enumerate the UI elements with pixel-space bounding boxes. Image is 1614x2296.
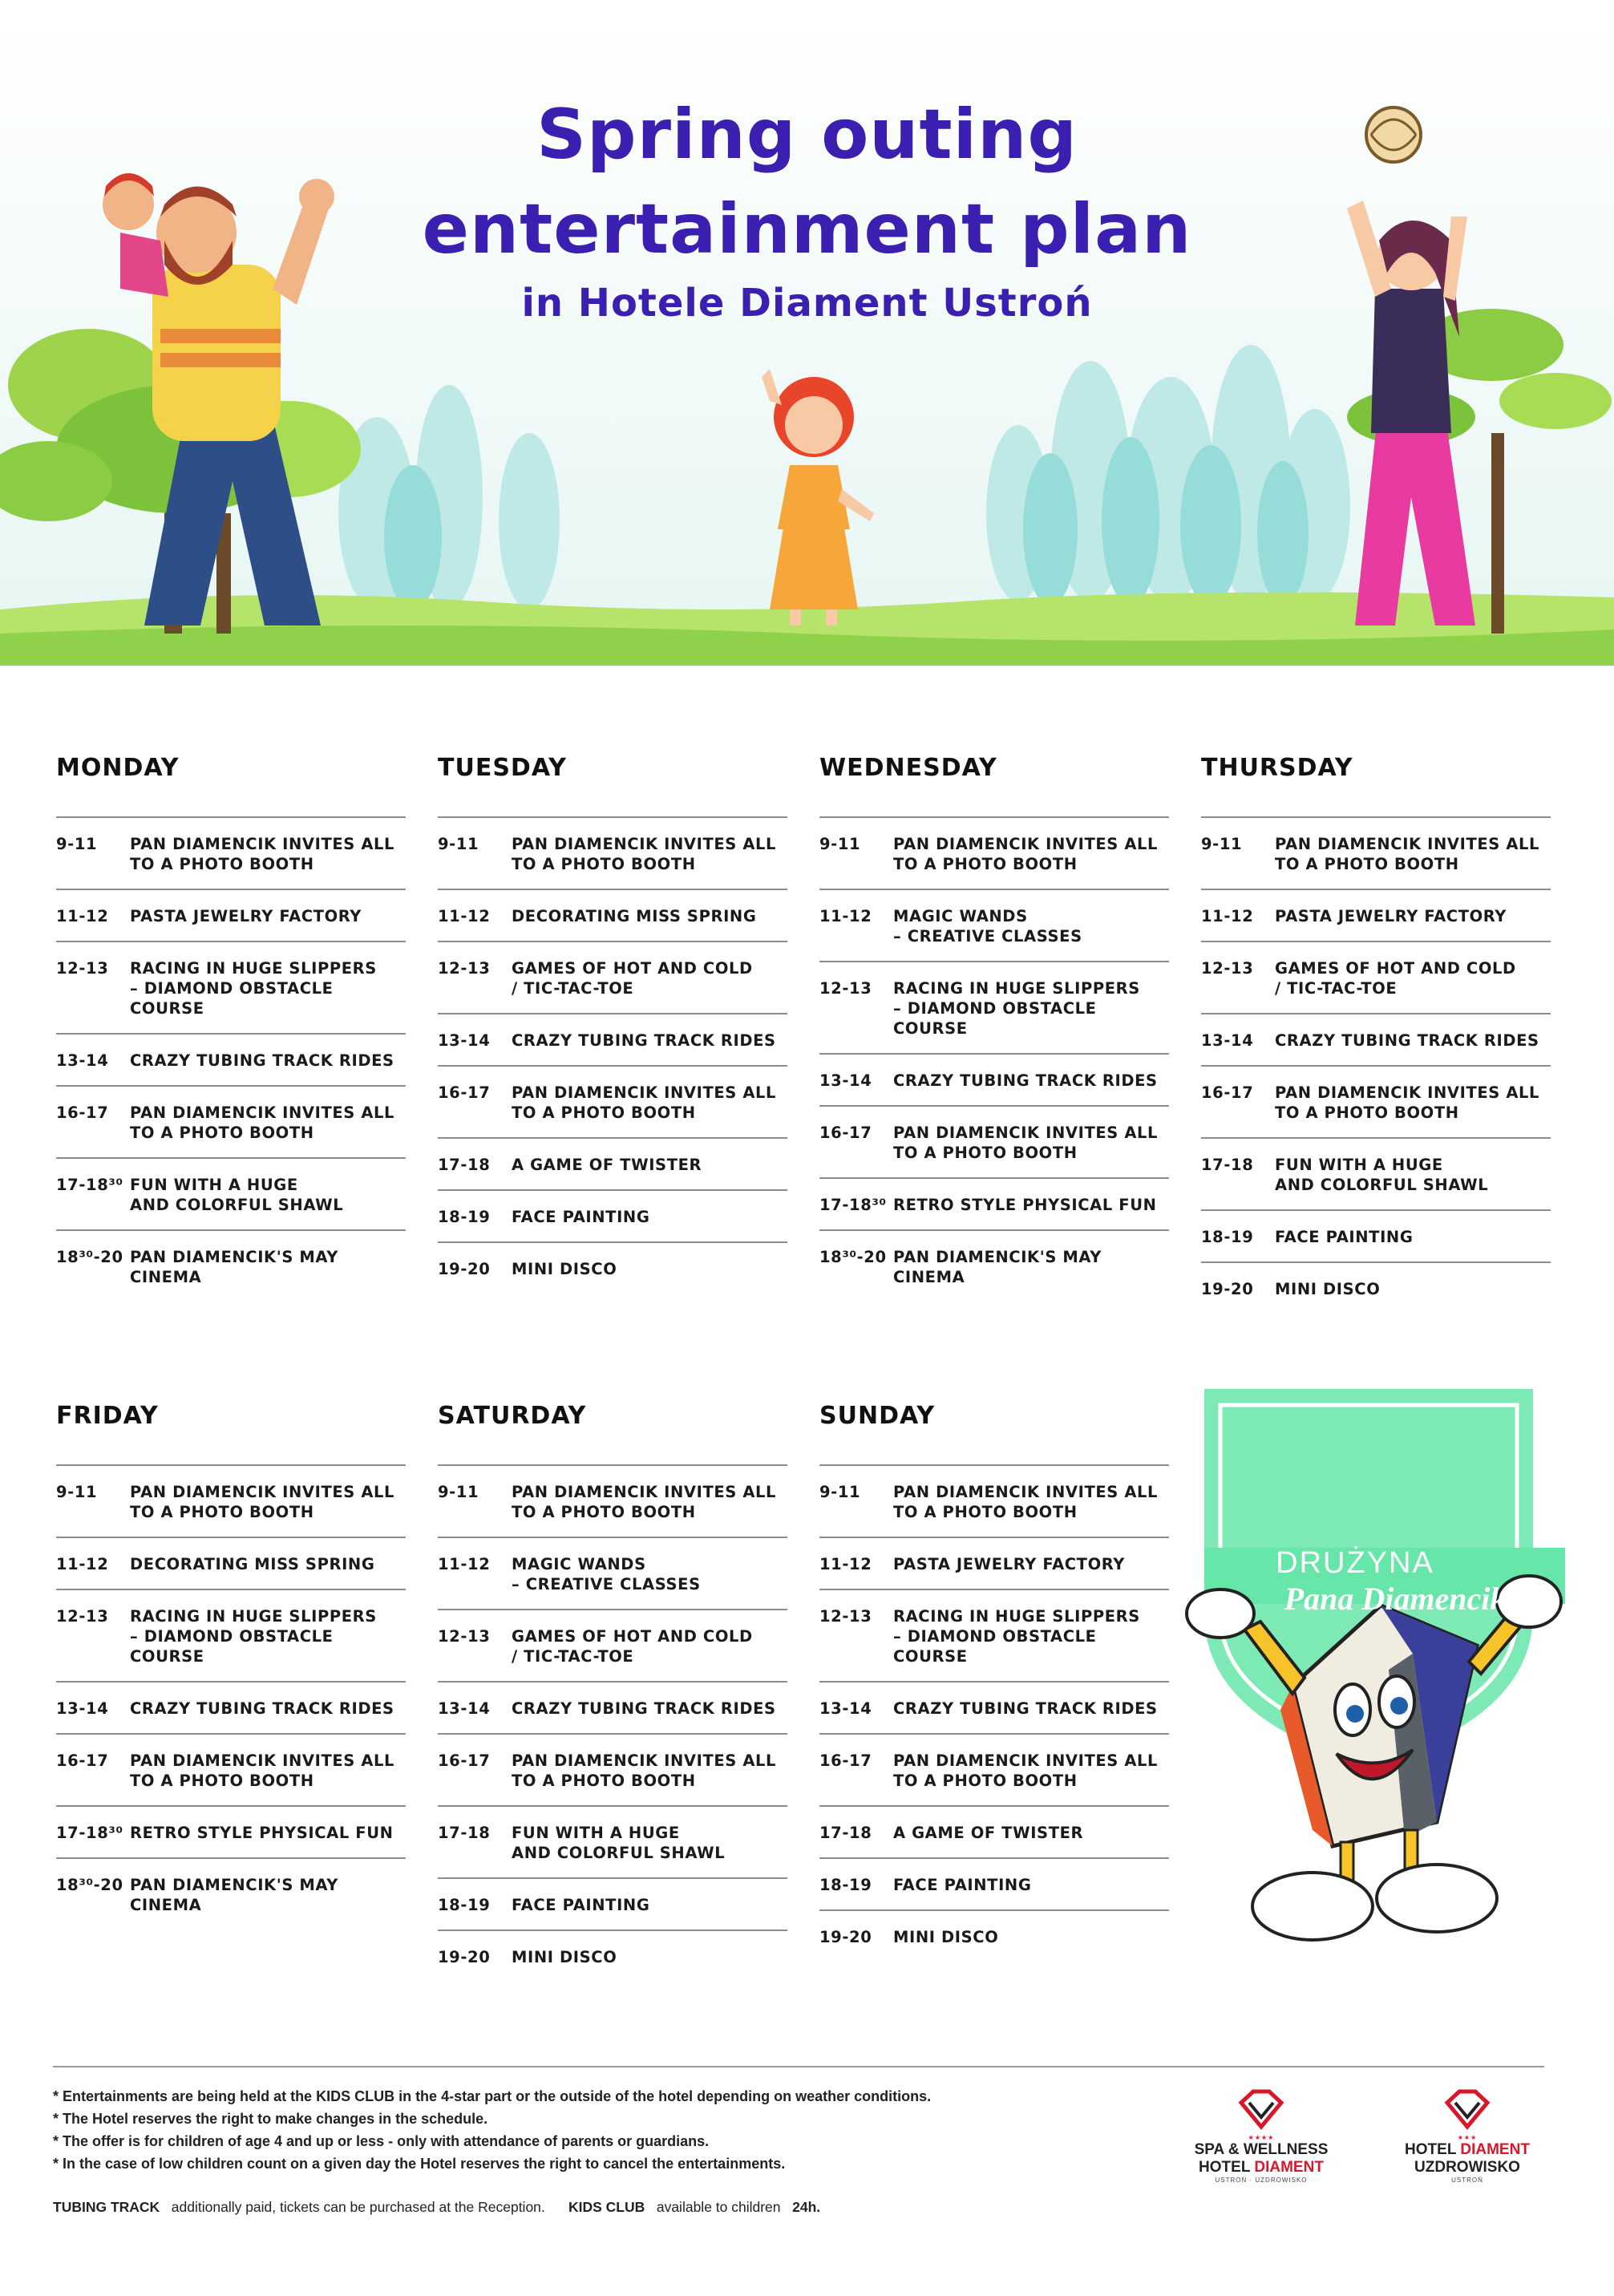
schedule-row — [819, 818, 1169, 890]
schedule-list — [56, 816, 406, 1302]
activity-name: PAN DIAMENCIK INVITES ALL TO A PHOTO BOOTH — [1275, 1083, 1540, 1122]
day-name: THURSDAY — [1201, 754, 1353, 782]
activity-name: MINI DISCO — [893, 1928, 999, 1946]
activity-name: CRAZY TUBING TRACK RIDES — [893, 1071, 1158, 1090]
day-name: WEDNESDAY — [819, 754, 997, 782]
day-name: FRIDAY — [56, 1402, 159, 1430]
time-slot: 16-17 — [819, 1124, 872, 1142]
time-slot: 18-19 — [819, 1876, 872, 1894]
activity-name: PAN DIAMENCIK'S MAY CINEMA — [130, 1876, 338, 1914]
schedule-row — [438, 1191, 787, 1243]
time-slot: 12-13 — [438, 959, 491, 978]
time-slot: 17-18 — [1201, 1156, 1254, 1174]
time-slot: 18³⁰-20 — [56, 1876, 123, 1894]
activity-name: FACE PAINTING — [512, 1896, 650, 1914]
activity-name: DECORATING MISS SPRING — [130, 1555, 375, 1573]
logo-brand: DIAMENT — [1460, 2141, 1530, 2158]
time-slot: 16-17 — [438, 1751, 491, 1770]
schedule-row — [1201, 890, 1551, 942]
day-sunday — [819, 1400, 1169, 1962]
activity-name: FACE PAINTING — [1275, 1228, 1414, 1246]
schedule-row — [438, 818, 787, 890]
time-slot: 17-18³⁰ — [56, 1824, 123, 1842]
time-slot: 12-13 — [819, 1607, 872, 1626]
time-slot: 13-14 — [438, 1699, 491, 1718]
time-slot: 12-13 — [56, 1607, 109, 1626]
time-slot: 11-12 — [819, 907, 872, 925]
schedule-row — [819, 890, 1169, 962]
time-slot: 17-18 — [438, 1156, 491, 1174]
activity-name: A GAME OF TWISTER — [512, 1156, 702, 1174]
activity-name: FUN WITH A HUGE AND COLORFUL SHAWL — [130, 1176, 344, 1214]
info-line — [53, 2199, 820, 2216]
kids-club-text: available to children — [656, 2199, 781, 2215]
logo-hotel-diament-uzdrowisko — [1387, 2088, 1547, 2184]
schedule-row — [56, 1231, 406, 1302]
time-slot: 9-11 — [438, 835, 479, 853]
schedule-row — [819, 1055, 1169, 1107]
day-name: SUNDAY — [819, 1402, 936, 1430]
schedule-list — [1201, 816, 1551, 1314]
day-name: SATURDAY — [438, 1402, 587, 1430]
activity-name: PAN DIAMENCIK INVITES ALL TO A PHOTO BOOTH — [893, 1124, 1159, 1162]
activity-name: GAMES OF HOT AND COLD / TIC-TAC-TOE — [512, 1627, 753, 1666]
activity-name: PAN DIAMENCIK INVITES ALL TO A PHOTO BOOTH — [893, 1483, 1159, 1521]
time-slot: 19-20 — [438, 1260, 491, 1278]
footnotes — [53, 2085, 1095, 2175]
schedule-row — [438, 942, 787, 1014]
time-slot: 13-14 — [438, 1031, 491, 1050]
time-slot: 12-13 — [438, 1627, 491, 1646]
schedule-row — [819, 1590, 1169, 1683]
activity-name: FUN WITH A HUGE AND COLORFUL SHAWL — [512, 1824, 726, 1862]
badge-text-druzyna: DRUŻYNA — [1276, 1546, 1434, 1580]
time-slot: 16-17 — [56, 1103, 109, 1122]
schedule-row — [56, 1035, 406, 1087]
time-slot: 18³⁰-20 — [819, 1248, 887, 1266]
schedule-list — [819, 816, 1169, 1302]
schedule-list — [819, 1464, 1169, 1962]
diamond-logo-icon — [1233, 2088, 1289, 2130]
logo-line: UZDROWISKO — [1414, 2159, 1520, 2176]
time-slot: 13-14 — [56, 1051, 109, 1070]
schedule-row — [56, 890, 406, 942]
schedule-row — [438, 1735, 787, 1807]
day-saturday — [438, 1400, 787, 1982]
time-slot: 12-13 — [819, 979, 872, 998]
time-slot: 11-12 — [438, 1555, 491, 1573]
schedule-row — [438, 1243, 787, 1294]
day-thursday — [1201, 752, 1551, 1314]
title-line-2: entertainment plan — [422, 189, 1192, 269]
schedule-row — [56, 942, 406, 1035]
time-slot: 11-12 — [1201, 907, 1254, 925]
schedule-row — [56, 1159, 406, 1231]
schedule-row — [819, 962, 1169, 1055]
schedule-row — [819, 1859, 1169, 1911]
schedule-row — [56, 1087, 406, 1159]
activity-name: PAN DIAMENCIK INVITES ALL TO A PHOTO BOOTH — [893, 835, 1159, 873]
activity-name: RETRO STYLE PHYSICAL FUN — [130, 1824, 394, 1842]
time-slot: 17-18 — [438, 1824, 491, 1842]
schedule-row — [819, 1735, 1169, 1807]
schedule-list — [438, 816, 787, 1294]
activity-name: CRAZY TUBING TRACK RIDES — [130, 1051, 394, 1070]
activity-name: FUN WITH A HUGE AND COLORFUL SHAWL — [1275, 1156, 1489, 1194]
time-slot: 16-17 — [1201, 1083, 1254, 1102]
schedule-row — [438, 890, 787, 942]
activity-name: PAN DIAMENCIK'S MAY CINEMA — [893, 1248, 1102, 1286]
schedule-row — [438, 1014, 787, 1067]
time-slot: 9-11 — [438, 1483, 479, 1501]
time-slot: 11-12 — [56, 907, 109, 925]
schedule-row — [56, 818, 406, 890]
schedule-row — [819, 1231, 1169, 1302]
activity-name: FACE PAINTING — [893, 1876, 1032, 1894]
schedule-row — [438, 1610, 787, 1683]
time-slot: 9-11 — [56, 835, 98, 853]
day-friday — [56, 1400, 406, 1930]
header-illustration — [0, 0, 1614, 666]
footnote: * The offer is for children of age 4 and up or less - only with attendance of parents or guardians. — [53, 2133, 710, 2149]
mascot-illustration — [1172, 1373, 1565, 1958]
schedule-row — [56, 1466, 406, 1538]
time-slot: 13-14 — [1201, 1031, 1254, 1050]
schedule-row — [438, 1067, 787, 1139]
schedule-row — [1201, 1014, 1551, 1067]
schedule-row — [819, 1911, 1169, 1962]
schedule-row — [438, 1931, 787, 1982]
activity-name: RACING IN HUGE SLIPPERS – DIAMOND OBSTACLE COURSE — [130, 1607, 377, 1666]
activity-name: MINI DISCO — [1275, 1280, 1381, 1298]
logo-location: USTROŃ — [1451, 2177, 1483, 2184]
activity-name: PASTA JEWELRY FACTORY — [893, 1555, 1126, 1573]
activity-name: PAN DIAMENCIK INVITES ALL TO A PHOTO BOOTH — [130, 1751, 395, 1790]
activity-name: PASTA JEWELRY FACTORY — [130, 907, 362, 925]
activity-name: RACING IN HUGE SLIPPERS – DIAMOND OBSTACLE COURSE — [893, 979, 1140, 1038]
logo-location: USTROŃ · UZDROWISKO — [1215, 2177, 1308, 2184]
activity-name: MINI DISCO — [512, 1948, 617, 1966]
schedule-row — [1201, 1067, 1551, 1139]
schedule-row — [56, 1859, 406, 1930]
kids-club-label: KIDS CLUB — [568, 2199, 645, 2215]
time-slot: 9-11 — [1201, 835, 1243, 853]
footnote: * In the case of low children count on a given day the Hotel reserves the right to cancel the entertainments. — [53, 2156, 786, 2172]
time-slot: 17-18 — [819, 1824, 872, 1842]
time-slot: 16-17 — [819, 1751, 872, 1770]
logo-line: HOTEL — [1199, 2159, 1255, 2176]
activity-name: CRAZY TUBING TRACK RIDES — [512, 1699, 776, 1718]
time-slot: 18³⁰-20 — [56, 1248, 123, 1266]
activity-name: FACE PAINTING — [512, 1208, 650, 1226]
time-slot: 16-17 — [438, 1083, 491, 1102]
time-slot: 17-18³⁰ — [56, 1176, 123, 1194]
schedule-row — [819, 1107, 1169, 1179]
schedule-row — [1201, 942, 1551, 1014]
footnote: * Entertainments are being held at the KIDS CLUB in the 4-star part or the outside of the hotel depending on weather conditions. — [53, 2088, 932, 2104]
footnote: * The Hotel reserves the right to make changes in the schedule. — [53, 2111, 488, 2127]
activity-name: CRAZY TUBING TRACK RIDES — [1275, 1031, 1539, 1050]
day-tuesday — [438, 752, 787, 1294]
time-slot: 11-12 — [819, 1555, 872, 1573]
day-wednesday — [819, 752, 1169, 1302]
activity-name: PAN DIAMENCIK INVITES ALL TO A PHOTO BOOTH — [512, 1083, 777, 1122]
activity-name: PAN DIAMENCIK INVITES ALL TO A PHOTO BOOTH — [130, 1483, 395, 1521]
schedule-row — [438, 1683, 787, 1735]
footer-divider — [53, 2066, 1544, 2067]
time-slot: 9-11 — [819, 1483, 861, 1501]
activity-name: PAN DIAMENCIK INVITES ALL TO A PHOTO BOOTH — [130, 835, 395, 873]
activity-name: GAMES OF HOT AND COLD / TIC-TAC-TOE — [1275, 959, 1516, 998]
title-line-1: Spring outing — [536, 95, 1078, 175]
activity-name: PAN DIAMENCIK INVITES ALL TO A PHOTO BOOTH — [893, 1751, 1159, 1790]
activity-name: RACING IN HUGE SLIPPERS – DIAMOND OBSTACLE COURSE — [893, 1607, 1140, 1666]
schedule-row — [56, 1807, 406, 1859]
subtitle: in Hotele Diament Ustroń — [521, 281, 1093, 326]
activity-name: CRAZY TUBING TRACK RIDES — [893, 1699, 1158, 1718]
time-slot: 19-20 — [438, 1948, 491, 1966]
time-slot: 18-19 — [1201, 1228, 1254, 1246]
time-slot: 11-12 — [438, 907, 491, 925]
tubing-label: TUBING TRACK — [53, 2199, 160, 2215]
badge-text-pana-diamencika: Pana Diamencika — [1284, 1581, 1523, 1617]
mascot-body — [1187, 1576, 1561, 1940]
schedule-row — [438, 1807, 787, 1879]
logo-brand: DIAMENT — [1254, 2159, 1324, 2176]
schedule-row — [819, 1683, 1169, 1735]
logo-line: HOTEL — [1405, 2141, 1461, 2158]
schedule-row — [819, 1179, 1169, 1231]
activity-name: RETRO STYLE PHYSICAL FUN — [893, 1196, 1157, 1214]
activity-name: PAN DIAMENCIK INVITES ALL TO A PHOTO BOOTH — [512, 1483, 777, 1521]
schedule-row — [56, 1683, 406, 1735]
schedule-row — [819, 1807, 1169, 1859]
time-slot: 13-14 — [819, 1699, 872, 1718]
activity-name: PAN DIAMENCIK INVITES ALL TO A PHOTO BOOTH — [512, 1751, 777, 1790]
activity-name: MINI DISCO — [512, 1260, 617, 1278]
schedule-row — [438, 1538, 787, 1610]
schedule-row — [438, 1466, 787, 1538]
time-slot: 12-13 — [1201, 959, 1254, 978]
time-slot: 12-13 — [56, 959, 109, 978]
logo-line: SPA & WELLNESS — [1194, 2141, 1329, 2158]
time-slot: 19-20 — [1201, 1280, 1254, 1298]
activity-name: CRAZY TUBING TRACK RIDES — [512, 1031, 776, 1050]
activity-name: MAGIC WANDS – CREATIVE CLASSES — [893, 907, 1082, 946]
time-slot: 16-17 — [56, 1751, 109, 1770]
time-slot: 9-11 — [819, 835, 861, 853]
activity-name: PAN DIAMENCIK INVITES ALL TO A PHOTO BOOTH — [130, 1103, 395, 1142]
day-monday — [56, 752, 406, 1302]
mascot-pan-diamencik — [1172, 1373, 1565, 1958]
activity-name: PAN DIAMENCIK INVITES ALL TO A PHOTO BOOTH — [1275, 835, 1540, 873]
activity-name: PASTA JEWELRY FACTORY — [1275, 907, 1507, 925]
logo-stars: ★★★ — [1457, 2134, 1478, 2141]
schedule-list — [56, 1464, 406, 1930]
schedule-row — [819, 1466, 1169, 1538]
schedule-list — [438, 1464, 787, 1982]
time-slot: 11-12 — [56, 1555, 109, 1573]
kids-club-hours: 24h. — [792, 2199, 821, 2215]
day-name: TUESDAY — [438, 754, 567, 782]
time-slot: 17-18³⁰ — [819, 1196, 887, 1214]
schedule-row — [438, 1139, 787, 1191]
schedule-row — [56, 1538, 406, 1590]
logo-spa-wellness — [1177, 2088, 1345, 2184]
activity-name: PAN DIAMENCIK INVITES ALL TO A PHOTO BOOTH — [512, 835, 777, 873]
time-slot: 18-19 — [438, 1896, 491, 1914]
activity-name: RACING IN HUGE SLIPPERS – DIAMOND OBSTACLE COURSE — [130, 959, 377, 1018]
schedule-row — [1201, 1263, 1551, 1314]
schedule-row — [1201, 818, 1551, 890]
activity-name: CRAZY TUBING TRACK RIDES — [130, 1699, 394, 1718]
time-slot: 18-19 — [438, 1208, 491, 1226]
activity-name: DECORATING MISS SPRING — [512, 907, 757, 925]
time-slot: 9-11 — [56, 1483, 98, 1501]
time-slot: 19-20 — [819, 1928, 872, 1946]
activity-name: MAGIC WANDS – CREATIVE CLASSES — [512, 1555, 701, 1593]
time-slot: 13-14 — [56, 1699, 109, 1718]
day-name: MONDAY — [56, 754, 180, 782]
schedule-row — [56, 1590, 406, 1683]
tubing-text: additionally paid, tickets can be purchased at the Reception. — [171, 2199, 545, 2215]
activity-name: PAN DIAMENCIK'S MAY CINEMA — [130, 1248, 338, 1286]
schedule-row — [1201, 1139, 1551, 1211]
logo-stars: ★★★★ — [1248, 2134, 1275, 2141]
activity-name: A GAME OF TWISTER — [893, 1824, 1084, 1842]
schedule-row — [56, 1735, 406, 1807]
schedule-row — [819, 1538, 1169, 1590]
schedule-row — [438, 1879, 787, 1931]
activity-name: GAMES OF HOT AND COLD / TIC-TAC-TOE — [512, 959, 753, 998]
time-slot: 13-14 — [819, 1071, 872, 1090]
diamond-logo-icon — [1439, 2088, 1495, 2130]
schedule-row — [1201, 1211, 1551, 1263]
